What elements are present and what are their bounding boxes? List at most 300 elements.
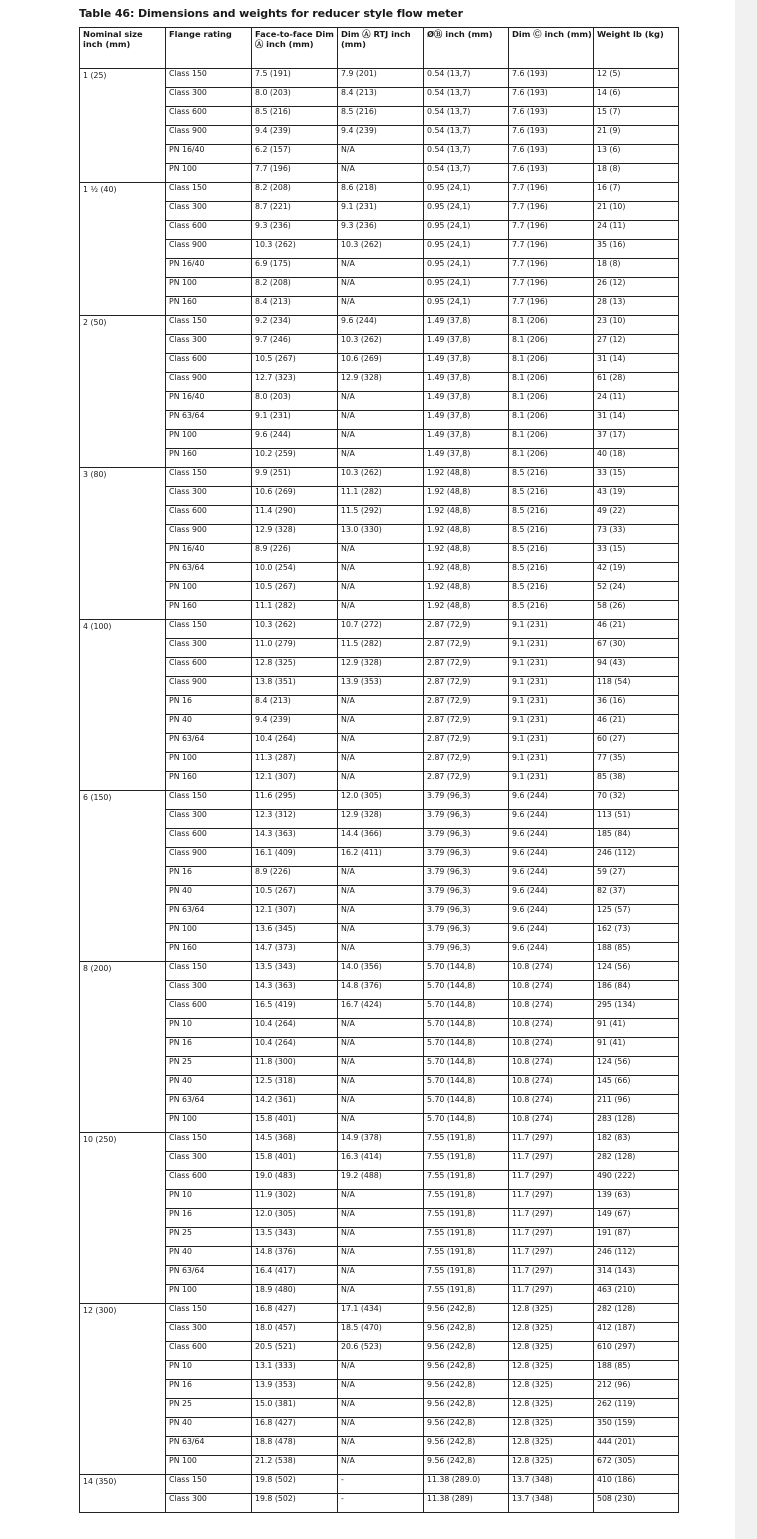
table-row <box>80 240 679 259</box>
dim-c-cell: 12.8 (325) <box>509 1437 594 1456</box>
rtj-cell: N/A <box>338 1228 424 1247</box>
dim-c-cell: 9.1 (231) <box>509 734 594 753</box>
dim-c-cell: 12.8 (325) <box>509 1456 594 1475</box>
face-to-face-cell: 12.3 (312) <box>252 810 338 829</box>
weight-cell: 24 (11) <box>594 221 679 240</box>
col-header-flange-rating: Flange rating <box>166 28 252 69</box>
rtj-cell: 16.7 (424) <box>338 1000 424 1019</box>
rtj-cell: N/A <box>338 297 424 316</box>
diameter-b-cell: 0.54 (13,7) <box>424 69 509 88</box>
face-to-face-cell: 8.4 (213) <box>252 297 338 316</box>
flange-rating-cell: PN 160 <box>166 449 252 468</box>
weight-cell: 672 (305) <box>594 1456 679 1475</box>
dim-c-cell: 10.8 (274) <box>509 1019 594 1038</box>
rtj-cell: 12.9 (328) <box>338 373 424 392</box>
table-caption: Table 46: Dimensions and weights for reducer style flow meter <box>79 7 463 20</box>
table-row <box>80 620 679 639</box>
table-row <box>80 696 679 715</box>
table-row <box>80 449 679 468</box>
dim-c-cell: 9.1 (231) <box>509 715 594 734</box>
face-to-face-cell: 9.1 (231) <box>252 411 338 430</box>
dim-c-cell: 11.7 (297) <box>509 1190 594 1209</box>
dim-c-cell: 9.1 (231) <box>509 772 594 791</box>
dim-c-cell: 8.1 (206) <box>509 430 594 449</box>
weight-cell: 60 (27) <box>594 734 679 753</box>
table-row <box>80 829 679 848</box>
rtj-cell: N/A <box>338 943 424 962</box>
flange-rating-cell: PN 63/64 <box>166 411 252 430</box>
face-to-face-cell: 16.1 (409) <box>252 848 338 867</box>
table-row <box>80 1247 679 1266</box>
rtj-cell: N/A <box>338 145 424 164</box>
table-row <box>80 278 679 297</box>
diameter-b-cell: 7.55 (191,8) <box>424 1152 509 1171</box>
face-to-face-cell: 21.2 (538) <box>252 1456 338 1475</box>
weight-cell: 444 (201) <box>594 1437 679 1456</box>
rtj-cell: N/A <box>338 164 424 183</box>
face-to-face-cell: 12.0 (305) <box>252 1209 338 1228</box>
face-to-face-cell: 11.8 (300) <box>252 1057 338 1076</box>
rtj-cell: N/A <box>338 1076 424 1095</box>
flange-rating-cell: Class 150 <box>166 316 252 335</box>
flange-rating-cell: Class 600 <box>166 107 252 126</box>
table-row <box>80 1399 679 1418</box>
table-row <box>80 1456 679 1475</box>
weight-cell: 125 (57) <box>594 905 679 924</box>
dim-c-cell: 11.7 (297) <box>509 1228 594 1247</box>
weight-cell: 61 (28) <box>594 373 679 392</box>
flange-rating-cell: Class 150 <box>166 69 252 88</box>
table-row <box>80 373 679 392</box>
face-to-face-cell: 9.9 (251) <box>252 468 338 487</box>
diameter-b-cell: 0.95 (24,1) <box>424 183 509 202</box>
flange-rating-cell: PN 25 <box>166 1228 252 1247</box>
table-row <box>80 1437 679 1456</box>
flange-rating-cell: Class 600 <box>166 658 252 677</box>
dim-c-cell: 9.6 (244) <box>509 791 594 810</box>
diameter-b-cell: 9.56 (242,8) <box>424 1399 509 1418</box>
face-to-face-cell: 13.8 (351) <box>252 677 338 696</box>
header-row <box>80 28 679 69</box>
weight-cell: 21 (9) <box>594 126 679 145</box>
dim-c-cell: 11.7 (297) <box>509 1171 594 1190</box>
dim-c-cell: 11.7 (297) <box>509 1133 594 1152</box>
dim-c-cell: 10.8 (274) <box>509 1038 594 1057</box>
dim-c-cell: 8.5 (216) <box>509 468 594 487</box>
table-row <box>80 392 679 411</box>
diameter-b-cell: 2.87 (72,9) <box>424 753 509 772</box>
face-to-face-cell: 14.3 (363) <box>252 981 338 1000</box>
weight-cell: 35 (16) <box>594 240 679 259</box>
face-to-face-cell: 8.7 (221) <box>252 202 338 221</box>
diameter-b-cell: 1.49 (37,8) <box>424 335 509 354</box>
table-row <box>80 1266 679 1285</box>
weight-cell: 33 (15) <box>594 544 679 563</box>
table-row <box>80 1285 679 1304</box>
dimensions-table <box>79 27 679 1513</box>
table-row <box>80 1171 679 1190</box>
face-to-face-cell: 6.9 (175) <box>252 259 338 278</box>
diameter-b-cell: 2.87 (72,9) <box>424 715 509 734</box>
weight-cell: 31 (14) <box>594 411 679 430</box>
flange-rating-cell: PN 16/40 <box>166 259 252 278</box>
rtj-cell: 14.0 (356) <box>338 962 424 981</box>
dim-c-cell: 9.1 (231) <box>509 753 594 772</box>
face-to-face-cell: 8.2 (208) <box>252 183 338 202</box>
weight-cell: 15 (7) <box>594 107 679 126</box>
weight-cell: 124 (56) <box>594 1057 679 1076</box>
flange-rating-cell: Class 300 <box>166 1494 252 1513</box>
table-row <box>80 1000 679 1019</box>
rtj-cell: N/A <box>338 563 424 582</box>
dim-c-cell: 8.5 (216) <box>509 525 594 544</box>
flange-rating-cell: PN 100 <box>166 164 252 183</box>
rtj-cell: 9.3 (236) <box>338 221 424 240</box>
face-to-face-cell: 12.7 (323) <box>252 373 338 392</box>
dim-c-cell: 8.1 (206) <box>509 354 594 373</box>
rtj-cell: N/A <box>338 1418 424 1437</box>
rtj-cell: - <box>338 1475 424 1494</box>
table-row <box>80 468 679 487</box>
flange-rating-cell: Class 900 <box>166 373 252 392</box>
flange-rating-cell: PN 100 <box>166 753 252 772</box>
table-row <box>80 1418 679 1437</box>
rtj-cell: N/A <box>338 1437 424 1456</box>
diameter-b-cell: 5.70 (144,8) <box>424 1000 509 1019</box>
table-row <box>80 677 679 696</box>
weight-cell: 314 (143) <box>594 1266 679 1285</box>
flange-rating-cell: PN 100 <box>166 1456 252 1475</box>
face-to-face-cell: 13.6 (345) <box>252 924 338 943</box>
dim-c-cell: 7.7 (196) <box>509 202 594 221</box>
table-row <box>80 1076 679 1095</box>
flange-rating-cell: Class 900 <box>166 677 252 696</box>
weight-cell: 410 (186) <box>594 1475 679 1494</box>
table-row <box>80 202 679 221</box>
face-to-face-cell: 15.8 (401) <box>252 1114 338 1133</box>
flange-rating-cell: Class 300 <box>166 335 252 354</box>
dim-c-cell: 12.8 (325) <box>509 1342 594 1361</box>
face-to-face-cell: 18.9 (480) <box>252 1285 338 1304</box>
diameter-b-cell: 5.70 (144,8) <box>424 1038 509 1057</box>
face-to-face-cell: 8.9 (226) <box>252 544 338 563</box>
col-header-weight: Weight lb (kg) <box>594 28 679 69</box>
weight-cell: 139 (63) <box>594 1190 679 1209</box>
face-to-face-cell: 19.8 (502) <box>252 1475 338 1494</box>
table-row <box>80 183 679 202</box>
diameter-b-cell: 7.55 (191,8) <box>424 1209 509 1228</box>
flange-rating-cell: PN 63/64 <box>166 734 252 753</box>
face-to-face-cell: 20.5 (521) <box>252 1342 338 1361</box>
table-row <box>80 1380 679 1399</box>
face-to-face-cell: 9.4 (239) <box>252 126 338 145</box>
table-row <box>80 886 679 905</box>
table-row <box>80 563 679 582</box>
diameter-b-cell: 3.79 (96,3) <box>424 905 509 924</box>
dim-c-cell: 9.6 (244) <box>509 848 594 867</box>
diameter-b-cell: 3.79 (96,3) <box>424 791 509 810</box>
nominal-size-cell: 12 (300) <box>80 1304 166 1475</box>
nominal-size-cell: 1 ½ (40) <box>80 183 166 316</box>
dim-c-cell: 9.1 (231) <box>509 677 594 696</box>
face-to-face-cell: 11.0 (279) <box>252 639 338 658</box>
flange-rating-cell: Class 300 <box>166 88 252 107</box>
rtj-cell: N/A <box>338 544 424 563</box>
weight-cell: 42 (19) <box>594 563 679 582</box>
weight-cell: 46 (21) <box>594 715 679 734</box>
flange-rating-cell: PN 63/64 <box>166 905 252 924</box>
face-to-face-cell: 10.5 (267) <box>252 582 338 601</box>
rtj-cell: 19.2 (488) <box>338 1171 424 1190</box>
weight-cell: 85 (38) <box>594 772 679 791</box>
diameter-b-cell: 1.92 (48,8) <box>424 563 509 582</box>
dim-c-cell: 12.8 (325) <box>509 1361 594 1380</box>
flange-rating-cell: Class 600 <box>166 1000 252 1019</box>
flange-rating-cell: PN 160 <box>166 601 252 620</box>
rtj-cell: 10.3 (262) <box>338 335 424 354</box>
dim-c-cell: 11.7 (297) <box>509 1247 594 1266</box>
weight-cell: 13 (6) <box>594 145 679 164</box>
face-to-face-cell: 13.5 (343) <box>252 1228 338 1247</box>
weight-cell: 28 (13) <box>594 297 679 316</box>
dim-c-cell: 9.6 (244) <box>509 867 594 886</box>
face-to-face-cell: 12.1 (307) <box>252 772 338 791</box>
table-row <box>80 88 679 107</box>
weight-cell: 113 (51) <box>594 810 679 829</box>
face-to-face-cell: 10.0 (254) <box>252 563 338 582</box>
table-row <box>80 1304 679 1323</box>
table-row <box>80 487 679 506</box>
rtj-cell: N/A <box>338 1285 424 1304</box>
flange-rating-cell: Class 300 <box>166 981 252 1000</box>
face-to-face-cell: 10.5 (267) <box>252 886 338 905</box>
flange-rating-cell: PN 100 <box>166 430 252 449</box>
flange-rating-cell: Class 600 <box>166 829 252 848</box>
weight-cell: 49 (22) <box>594 506 679 525</box>
dim-c-cell: 7.7 (196) <box>509 297 594 316</box>
rtj-cell: 17.1 (434) <box>338 1304 424 1323</box>
face-to-face-cell: 12.5 (318) <box>252 1076 338 1095</box>
dim-c-cell: 13.7 (348) <box>509 1475 594 1494</box>
dim-c-cell: 7.7 (196) <box>509 240 594 259</box>
table-row <box>80 69 679 88</box>
rtj-cell: N/A <box>338 924 424 943</box>
weight-cell: 124 (56) <box>594 962 679 981</box>
diameter-b-cell: 7.55 (191,8) <box>424 1228 509 1247</box>
dim-c-cell: 9.1 (231) <box>509 696 594 715</box>
table-row <box>80 981 679 1000</box>
table-row <box>80 1190 679 1209</box>
flange-rating-cell: PN 16 <box>166 1038 252 1057</box>
flange-rating-cell: PN 160 <box>166 772 252 791</box>
diameter-b-cell: 9.56 (242,8) <box>424 1380 509 1399</box>
table-row <box>80 259 679 278</box>
face-to-face-cell: 14.8 (376) <box>252 1247 338 1266</box>
dim-c-cell: 12.8 (325) <box>509 1380 594 1399</box>
table-row <box>80 601 679 620</box>
face-to-face-cell: 16.8 (427) <box>252 1418 338 1437</box>
rtj-cell: N/A <box>338 1019 424 1038</box>
table-row <box>80 791 679 810</box>
face-to-face-cell: 9.2 (234) <box>252 316 338 335</box>
diameter-b-cell: 5.70 (144,8) <box>424 962 509 981</box>
table-row <box>80 525 679 544</box>
flange-rating-cell: PN 40 <box>166 886 252 905</box>
page-edge <box>735 0 757 1539</box>
face-to-face-cell: 15.0 (381) <box>252 1399 338 1418</box>
rtj-cell: N/A <box>338 582 424 601</box>
flange-rating-cell: Class 300 <box>166 202 252 221</box>
dim-c-cell: 12.8 (325) <box>509 1304 594 1323</box>
dim-c-cell: 8.5 (216) <box>509 563 594 582</box>
weight-cell: 94 (43) <box>594 658 679 677</box>
table-row <box>80 772 679 791</box>
face-to-face-cell: 14.7 (373) <box>252 943 338 962</box>
dim-c-cell: 7.6 (193) <box>509 69 594 88</box>
diameter-b-cell: 1.49 (37,8) <box>424 392 509 411</box>
flange-rating-cell: PN 40 <box>166 1247 252 1266</box>
face-to-face-cell: 9.6 (244) <box>252 430 338 449</box>
dim-c-cell: 10.8 (274) <box>509 1076 594 1095</box>
table-row <box>80 905 679 924</box>
flange-rating-cell: PN 16 <box>166 1380 252 1399</box>
rtj-cell: 12.9 (328) <box>338 658 424 677</box>
face-to-face-cell: 16.4 (417) <box>252 1266 338 1285</box>
diameter-b-cell: 7.55 (191,8) <box>424 1133 509 1152</box>
weight-cell: 18 (8) <box>594 259 679 278</box>
flange-rating-cell: Class 900 <box>166 126 252 145</box>
rtj-cell: 12.9 (328) <box>338 810 424 829</box>
table-row <box>80 411 679 430</box>
flange-rating-cell: PN 16 <box>166 1209 252 1228</box>
table-row <box>80 1475 679 1494</box>
table-row <box>80 810 679 829</box>
face-to-face-cell: 11.9 (302) <box>252 1190 338 1209</box>
dim-c-cell: 9.1 (231) <box>509 620 594 639</box>
rtj-cell: 16.2 (411) <box>338 848 424 867</box>
weight-cell: 82 (37) <box>594 886 679 905</box>
face-to-face-cell: 6.2 (157) <box>252 145 338 164</box>
weight-cell: 52 (24) <box>594 582 679 601</box>
rtj-cell: N/A <box>338 715 424 734</box>
flange-rating-cell: PN 10 <box>166 1019 252 1038</box>
weight-cell: 23 (10) <box>594 316 679 335</box>
dim-c-cell: 11.7 (297) <box>509 1209 594 1228</box>
face-to-face-cell: 18.8 (478) <box>252 1437 338 1456</box>
dim-c-cell: 8.1 (206) <box>509 411 594 430</box>
face-to-face-cell: 10.2 (259) <box>252 449 338 468</box>
rtj-cell: 11.5 (292) <box>338 506 424 525</box>
weight-cell: 18 (8) <box>594 164 679 183</box>
table-row <box>80 316 679 335</box>
diameter-b-cell: 1.49 (37,8) <box>424 316 509 335</box>
dim-c-cell: 8.5 (216) <box>509 487 594 506</box>
rtj-cell: 7.9 (201) <box>338 69 424 88</box>
diameter-b-cell: 11.38 (289.0) <box>424 1475 509 1494</box>
face-to-face-cell: 8.2 (208) <box>252 278 338 297</box>
flange-rating-cell: Class 300 <box>166 1152 252 1171</box>
flange-rating-cell: PN 16/40 <box>166 392 252 411</box>
diameter-b-cell: 0.54 (13,7) <box>424 126 509 145</box>
face-to-face-cell: 12.8 (325) <box>252 658 338 677</box>
rtj-cell: 9.1 (231) <box>338 202 424 221</box>
face-to-face-cell: 14.2 (361) <box>252 1095 338 1114</box>
diameter-b-cell: 2.87 (72,9) <box>424 639 509 658</box>
rtj-cell: 11.5 (282) <box>338 639 424 658</box>
flange-rating-cell: PN 25 <box>166 1057 252 1076</box>
rtj-cell: N/A <box>338 1380 424 1399</box>
dim-c-cell: 10.8 (274) <box>509 962 594 981</box>
weight-cell: 490 (222) <box>594 1171 679 1190</box>
flange-rating-cell: PN 160 <box>166 297 252 316</box>
table-row <box>80 867 679 886</box>
face-to-face-cell: 10.4 (264) <box>252 1019 338 1038</box>
flange-rating-cell: Class 900 <box>166 848 252 867</box>
table-row <box>80 107 679 126</box>
weight-cell: 46 (21) <box>594 620 679 639</box>
weight-cell: 262 (119) <box>594 1399 679 1418</box>
weight-cell: 282 (128) <box>594 1152 679 1171</box>
dim-c-cell: 7.6 (193) <box>509 164 594 183</box>
face-to-face-cell: 18.0 (457) <box>252 1323 338 1342</box>
table-row <box>80 734 679 753</box>
flange-rating-cell: PN 63/64 <box>166 1266 252 1285</box>
dim-c-cell: 7.6 (193) <box>509 145 594 164</box>
flange-rating-cell: Class 150 <box>166 962 252 981</box>
weight-cell: 16 (7) <box>594 183 679 202</box>
table-row <box>80 544 679 563</box>
dim-c-cell: 8.5 (216) <box>509 601 594 620</box>
table-row <box>80 1057 679 1076</box>
flange-rating-cell: PN 63/64 <box>166 563 252 582</box>
face-to-face-cell: 8.0 (203) <box>252 88 338 107</box>
face-to-face-cell: 13.5 (343) <box>252 962 338 981</box>
dim-c-cell: 9.6 (244) <box>509 943 594 962</box>
diameter-b-cell: 3.79 (96,3) <box>424 886 509 905</box>
diameter-b-cell: 0.95 (24,1) <box>424 259 509 278</box>
dim-c-cell: 9.1 (231) <box>509 639 594 658</box>
table-row <box>80 1494 679 1513</box>
weight-cell: 58 (26) <box>594 601 679 620</box>
col-header-face-to-face: Face-to-face Dim Ⓐ inch (mm) <box>252 28 338 69</box>
nominal-size-cell: 10 (250) <box>80 1133 166 1304</box>
dim-c-cell: 11.7 (297) <box>509 1285 594 1304</box>
rtj-cell: 14.9 (378) <box>338 1133 424 1152</box>
table-row <box>80 145 679 164</box>
flange-rating-cell: Class 600 <box>166 221 252 240</box>
dim-c-cell: 8.5 (216) <box>509 582 594 601</box>
table-row <box>80 753 679 772</box>
flange-rating-cell: Class 150 <box>166 1304 252 1323</box>
table-row <box>80 1095 679 1114</box>
rtj-cell: N/A <box>338 278 424 297</box>
rtj-cell: N/A <box>338 753 424 772</box>
flange-rating-cell: PN 40 <box>166 1076 252 1095</box>
dim-c-cell: 7.7 (196) <box>509 221 594 240</box>
flange-rating-cell: Class 900 <box>166 240 252 259</box>
diameter-b-cell: 1.49 (37,8) <box>424 411 509 430</box>
face-to-face-cell: 8.5 (216) <box>252 107 338 126</box>
face-to-face-cell: 10.4 (264) <box>252 1038 338 1057</box>
weight-cell: 149 (67) <box>594 1209 679 1228</box>
face-to-face-cell: 13.9 (353) <box>252 1380 338 1399</box>
rtj-cell: N/A <box>338 1361 424 1380</box>
table-row <box>80 1342 679 1361</box>
diameter-b-cell: 9.56 (242,8) <box>424 1323 509 1342</box>
weight-cell: 37 (17) <box>594 430 679 449</box>
diameter-b-cell: 5.70 (144,8) <box>424 981 509 1000</box>
dim-c-cell: 8.1 (206) <box>509 449 594 468</box>
